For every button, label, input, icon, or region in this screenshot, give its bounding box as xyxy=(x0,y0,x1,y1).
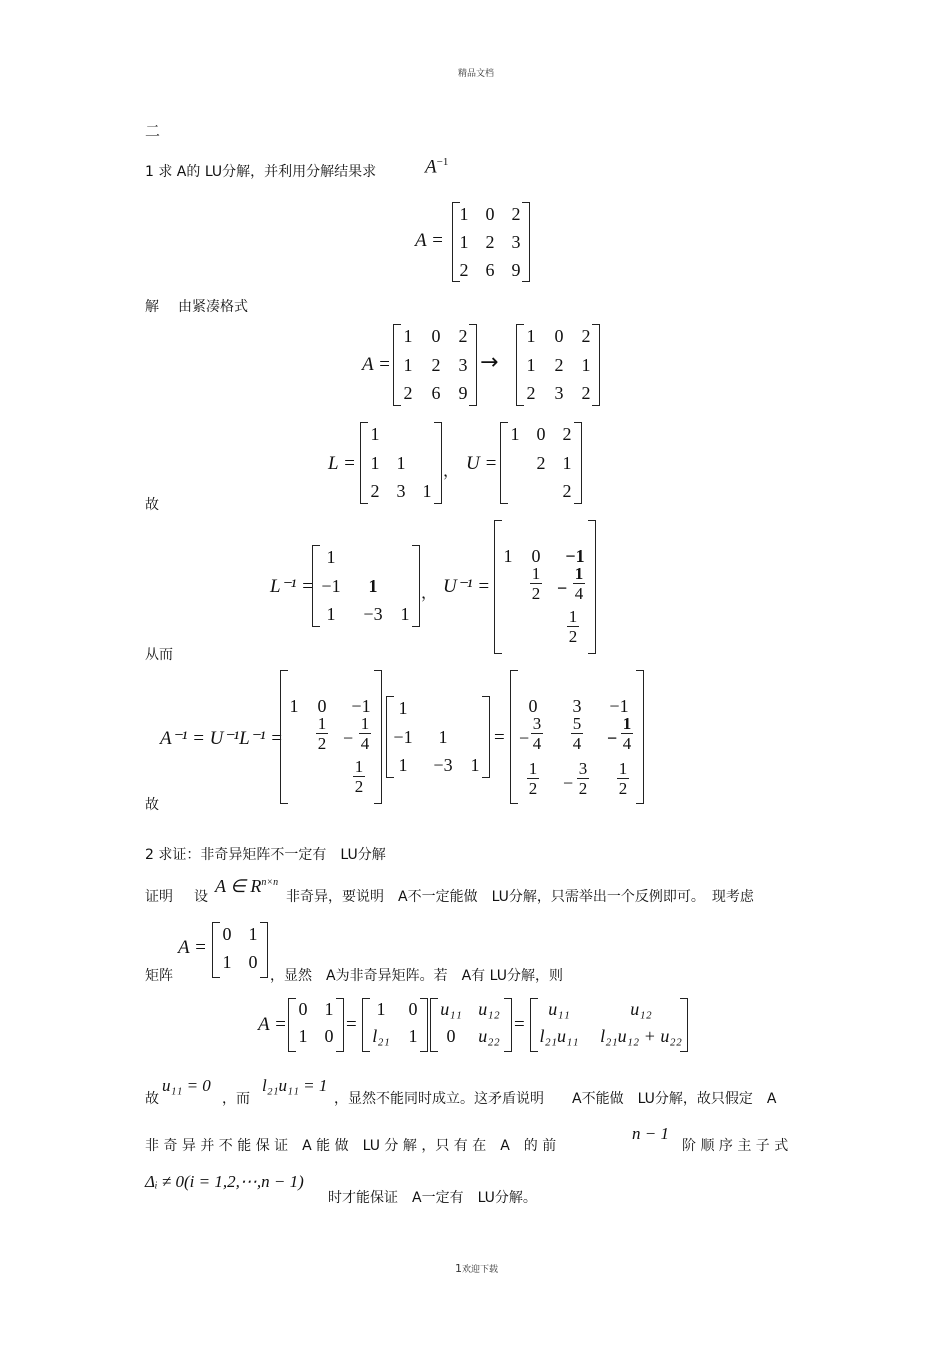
footer-text: 欢迎下载 xyxy=(462,1265,499,1275)
matrix-cell: 1 xyxy=(562,453,572,473)
matrix-cell: 1 xyxy=(298,1026,308,1046)
matrix-cell: −3 xyxy=(433,755,453,775)
section-heading: 二 xyxy=(145,122,161,140)
matrix-cell: 1 xyxy=(459,204,469,224)
matrix-cell: 0 xyxy=(324,1026,334,1046)
fraction: 1 2 xyxy=(531,564,541,603)
matrix-cell: −1 xyxy=(351,696,371,716)
matrix-cell: 0 xyxy=(298,999,308,1019)
matrix-cell: 0 xyxy=(431,326,441,346)
problem-1-statement: 1 求 A的 LU分解，并利用分解结果求 xyxy=(145,164,377,180)
matrix-cell: 1 xyxy=(581,355,591,375)
matrix-cell: 2 xyxy=(562,481,572,501)
hence-label: 从而 xyxy=(145,647,173,663)
minus-sign: − xyxy=(563,773,574,793)
proof-label: 证明 xyxy=(145,889,173,905)
example-matrix xyxy=(212,922,268,978)
matrix-cell: 3 xyxy=(396,481,406,501)
matrix-cell: l₂₁ xyxy=(372,1026,390,1046)
matrix-cell: 0 xyxy=(317,696,327,716)
fraction: 1 2 xyxy=(354,757,364,796)
matrix-cell: 1 xyxy=(248,924,258,944)
problem-2-statement: 2 求证：非奇异矩阵不一定有 LU分解 xyxy=(145,847,386,863)
minor-condition: Δᵢ ≠ 0(i = 1,2,⋯,n − 1) xyxy=(145,1172,304,1191)
solution-label: 解 xyxy=(145,299,159,315)
comma: ， xyxy=(421,583,438,602)
matrix-cell: 3 xyxy=(458,355,468,375)
matrix-cell: 0 xyxy=(446,1026,456,1046)
equals-sign: = xyxy=(346,1014,357,1035)
matrix-cell: 0 xyxy=(536,424,546,444)
matrix-l-inverse-factor xyxy=(386,696,490,778)
matrix-cell: 1 xyxy=(459,232,469,252)
matrix-cell: 1 xyxy=(526,355,536,375)
matrix-l xyxy=(360,422,442,504)
matrix-cell: u₁₁ xyxy=(440,999,462,1019)
matrix-cell: 1 xyxy=(376,999,386,1019)
matrix-cell: 1 xyxy=(400,604,410,624)
matrix-cell: 3 xyxy=(511,232,521,252)
matrix-cell: 3 xyxy=(554,383,564,403)
therefore-label: 故 xyxy=(145,1091,159,1107)
matrix-cell: 0 xyxy=(485,204,495,224)
matrix-a-inverse-result xyxy=(510,670,644,804)
matrix-cell: 1 xyxy=(368,576,378,596)
matrix-cell: 1 xyxy=(222,952,232,972)
n-minus-1: n − 1 xyxy=(632,1124,669,1143)
l-inverse-label: L⁻¹ = xyxy=(270,576,314,597)
fraction: 1 4 xyxy=(360,714,370,753)
matrix-cell: 1 xyxy=(403,326,413,346)
matrix-cell: 1 xyxy=(438,727,448,747)
matrix-word: 矩阵 xyxy=(145,968,173,984)
matrix-cell: 3 xyxy=(572,696,582,716)
matrix-cell: 2 xyxy=(431,355,441,375)
minus-sign: − xyxy=(607,728,618,748)
comma: ， xyxy=(443,461,460,480)
lu-equation-a-label: A = xyxy=(258,1014,287,1035)
contradiction-text: ，显然不能同时成立。这矛盾说明 A不能做 LU分解，故只假定 A xyxy=(334,1091,777,1107)
matrix-cell: 1 xyxy=(403,355,413,375)
example-a-label: A = xyxy=(178,937,207,958)
matrix-cell: u₂₂ xyxy=(478,1026,500,1046)
matrix-cell: 1 xyxy=(324,999,334,1019)
matrix-cell: 6 xyxy=(485,260,495,280)
matrix-cell: 2 xyxy=(403,383,413,403)
matrix-cell: u₁₂ xyxy=(478,999,500,1019)
therefore-label: 故 xyxy=(145,497,159,513)
matrix-u xyxy=(500,422,582,504)
fraction: 5 4 xyxy=(572,714,582,753)
matrix-cell: 0 xyxy=(528,696,538,716)
minus-sign: − xyxy=(519,728,530,748)
equals-sign: = xyxy=(514,1014,525,1035)
matrix-cell: 9 xyxy=(458,383,468,403)
a-inverse-target: $A^{-1}$ xyxy=(425,156,449,178)
fraction: 1 2 xyxy=(618,759,628,798)
matrix-cell: 1 xyxy=(526,326,536,346)
matrix-cell: 2 xyxy=(581,326,591,346)
matrix-cell: 1 xyxy=(398,698,408,718)
matrix-cell: u₁₂ xyxy=(630,999,652,1019)
matrix-cell: 2 xyxy=(536,453,546,473)
final-statement: 时才能保证 A一定有 LU分解。 xyxy=(328,1190,537,1206)
compact-a-label: A = xyxy=(362,354,391,375)
matrix-cell: 1 xyxy=(470,755,480,775)
arrow-symbol: → xyxy=(480,350,499,375)
page-number: 1 xyxy=(455,1262,462,1275)
matrix-cell: 1 xyxy=(398,755,408,775)
matrix-cell: 0 xyxy=(554,326,564,346)
matrix-cell: l₂₁u₁₂ + u₂₂ xyxy=(600,1026,682,1046)
matrix-cell: 1 xyxy=(370,424,380,444)
a-inverse-equation-label: A⁻¹ = U⁻¹L⁻¹ = xyxy=(160,728,283,749)
matrix-cell: 2 xyxy=(458,326,468,346)
matrix-cell: 2 xyxy=(459,260,469,280)
minus-sign: − xyxy=(557,578,568,598)
matrix-cell: 2 xyxy=(526,383,536,403)
therefore-label: 故 xyxy=(145,797,159,813)
proof-body: 非奇异，要说明 A不一定能做 LU分解，只需举出一个反例即可。 现考虑 xyxy=(286,889,754,905)
matrix-cell: 2 xyxy=(562,424,572,444)
matrix-cell: l₂₁u₁₁ xyxy=(539,1026,579,1046)
u-label: U = xyxy=(466,453,498,474)
fraction: 1 2 xyxy=(317,714,327,753)
conclusion-line-tail: 阶 顺 序 主 子 式 xyxy=(682,1138,789,1154)
matrix-cell: −3 xyxy=(363,604,383,624)
matrix-cell: 2 xyxy=(554,355,564,375)
matrix-cell: 1 xyxy=(370,453,380,473)
matrix-cell: −1 xyxy=(609,696,629,716)
l-label: L = xyxy=(328,453,356,474)
matrix-cell: 2 xyxy=(581,383,591,403)
minus-sign: − xyxy=(343,728,354,748)
matrix-cell: 1 xyxy=(326,604,336,624)
matrix-cell: 0 xyxy=(222,924,232,944)
matrix-cell: 9 xyxy=(511,260,521,280)
conclusion-line: 非 奇 异 并 不 能 保 证 A 能 做 LU 分 解 ，只 有 在 A 的 前 xyxy=(145,1138,557,1154)
lu-equation-a xyxy=(288,998,344,1052)
connector-text: ，而 xyxy=(222,1091,250,1107)
page-footer xyxy=(455,1262,498,1275)
fraction: 3 2 xyxy=(578,759,588,798)
matrix-cell: 1 xyxy=(326,547,336,567)
equals-sign: = xyxy=(494,727,505,748)
fraction: 1 2 xyxy=(528,759,538,798)
matrix-cell: 1 xyxy=(422,481,432,501)
set-expression: A ∈ $R^{n\times n}$ xyxy=(215,876,279,896)
matrix-cell: 6 xyxy=(431,383,441,403)
matrix-cell: 0 xyxy=(531,546,541,566)
matrix-cell: 2 xyxy=(485,232,495,252)
matrix-cell: 2 xyxy=(511,204,521,224)
matrix-cell: u₁₁ xyxy=(548,999,570,1019)
fraction: 3 4 xyxy=(532,714,542,753)
fraction: 1 4 xyxy=(574,564,584,603)
matrix-cell: −1 xyxy=(393,727,413,747)
matrix-cell: 2 xyxy=(370,481,380,501)
matrix-cell: 0 xyxy=(408,999,418,1019)
solution-intro: 由紧凑格式 xyxy=(178,299,248,315)
matrix-a-label: A = xyxy=(415,230,444,251)
lu-equation-u xyxy=(430,998,512,1052)
matrix-a xyxy=(452,202,530,282)
page-header: 精品文档 xyxy=(458,69,495,79)
matrix-cell: 1 xyxy=(289,696,299,716)
matrix-l-inverse xyxy=(312,545,420,627)
fraction: 1 4 xyxy=(622,714,632,753)
compact-result-matrix xyxy=(516,324,600,406)
proof-let: 设 xyxy=(194,889,208,905)
condition-l21u11: l₂₁u₁₁ = 1 xyxy=(262,1076,328,1095)
matrix-cell: 1 xyxy=(503,546,513,566)
matrix-cell: 0 xyxy=(248,952,258,972)
fraction: 1 2 xyxy=(568,607,578,646)
matrix-cell: −1 xyxy=(565,546,585,566)
matrix-cell: −1 xyxy=(321,576,341,596)
condition-u11: u₁₁ = 0 xyxy=(162,1076,211,1095)
lu-equation-product xyxy=(530,998,688,1052)
matrix-cell: 1 xyxy=(510,424,520,444)
example-comment: ，显然 A为非奇异矩阵。若 A有 LU分解，则 xyxy=(270,968,563,984)
matrix-u-inverse xyxy=(494,520,596,654)
matrix-cell: 1 xyxy=(396,453,406,473)
compact-source-matrix xyxy=(393,324,477,406)
u-inverse-label: U⁻¹ = xyxy=(443,576,491,597)
lu-equation-l xyxy=(362,998,428,1052)
matrix-u-inverse-factor xyxy=(280,670,382,804)
matrix-cell: 1 xyxy=(408,1026,418,1046)
